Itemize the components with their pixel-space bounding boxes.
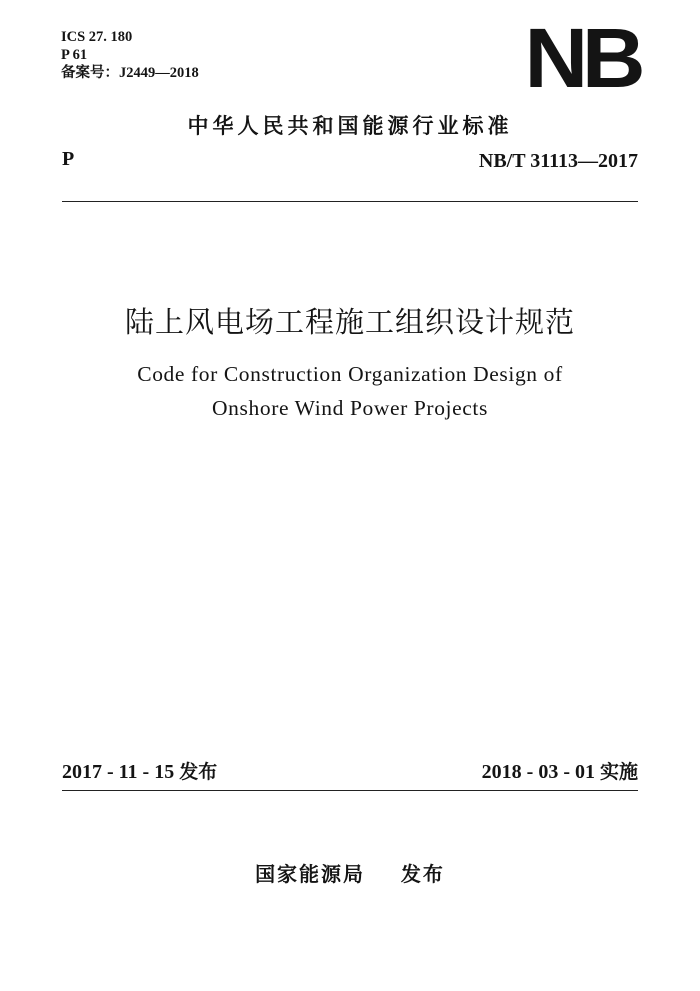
title-chinese: 陆上风电场工程施工组织设计规范 — [124, 305, 575, 339]
nb-logo: NB — [524, 11, 639, 105]
top-divider — [62, 201, 638, 202]
p-code: P 61 — [61, 47, 88, 63]
issue-label: 发布 — [179, 761, 218, 783]
title-english-line-1: Code for Construction Organization Design of — [137, 362, 563, 386]
publisher-label: 发布 — [400, 862, 445, 886]
implement-label: 实施 — [599, 761, 638, 783]
title-english — [0, 357, 700, 425]
bottom-divider — [62, 790, 638, 791]
title-english-line-2: Onshore Wind Power Projects — [212, 396, 488, 420]
metadata-block — [61, 28, 199, 82]
standard-number: NB/T 31113—2017 — [478, 150, 638, 172]
issue-date-row — [62, 757, 217, 784]
classification-code: P — [62, 148, 75, 170]
implement-date-row — [482, 757, 638, 784]
standard-name: 中华人民共和国能源行业标准 — [187, 114, 513, 138]
ics-code: ICS 27. 180 — [61, 29, 133, 45]
record-number: 备案号：J2449—2018 — [61, 65, 199, 81]
publisher-line — [0, 858, 700, 887]
publisher-name: 国家能源局 — [255, 862, 366, 886]
implement-date: 2018 - 03 - 01 — [481, 761, 595, 783]
issue-date: 2017 - 11 - 15 — [62, 761, 175, 783]
